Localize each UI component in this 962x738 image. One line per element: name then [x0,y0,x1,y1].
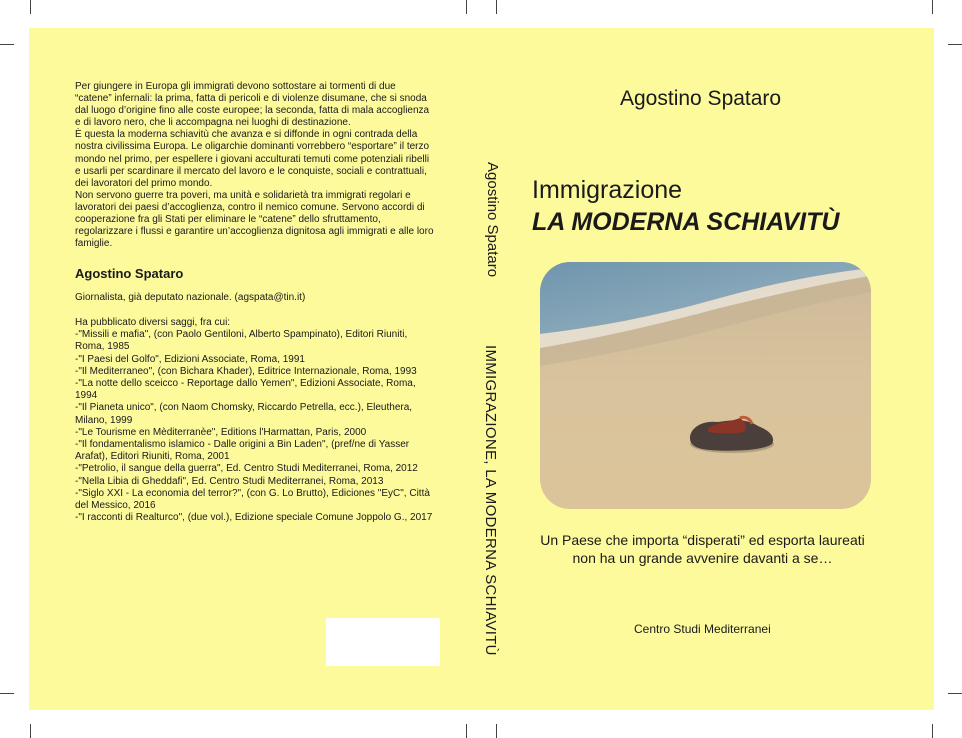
crop-mark [466,0,467,14]
tagline-line: Un Paese che importa “disperati” ed esporta laureati [540,532,865,548]
publication-item: -"I racconti di Realturco", (due vol.), Edizione speciale Comune Joppolo G., 2017 [75,512,433,524]
author-bio: Giornalista, già deputato nazionale. (agspata@tin.it) [75,292,306,303]
publication-item: -"Il fondamentalismo islamico - Dalle origini a Bin Laden", (pref/ne di Yasser Arafat), Editori Riuniti, Roma, 2001 [75,439,410,463]
tagline-line: non ha un grande avvenire davanti a se… [572,550,833,566]
blurb-paragraph: È questa la moderna schiavitù che avanza e si diffonde in ogni contrada della nostra civilissima Europa. Le oligarchie dominanti vorrebbero “esportare” il terzo mondo nel primo, per espellere i giovani acculturati temuti come potenziali ribelli e usarli per scardinare il mercato del lavoro e le conquiste, sociali e contrattuali, dei lavoratori del primo mondo. [75,129,430,189]
crop-mark [0,44,14,45]
publication-item: -"Petrolio, il sangue della guerra", Ed. Centro Studi Mediterranei, Roma, 2012 [75,463,418,475]
crop-mark [0,693,14,694]
tagline [530,531,875,567]
back-cover-blurb [75,81,435,250]
publication-item: -"Missili e mafia", (con Paolo Gentiloni, Alberto Spampinato), Editori Riuniti, Roma, 1985 [75,329,408,353]
crop-mark [30,724,31,738]
crop-mark [932,0,933,14]
publication-item: -"Nella Libia di Gheddafi", Ed. Centro Studi Mediterranei, Roma, 2013 [75,475,384,487]
back-author-heading: Agostino Spataro [75,266,184,281]
publications-list [75,317,437,524]
crop-mark [932,724,933,738]
spine-author: Agostino Spataro [484,162,501,278]
crop-mark [496,0,497,14]
publication-item: -"Le Tourisme en Mèditerranèe", Editions l'Harmattan, Paris, 2000 [75,426,367,438]
publication-item: -"La notte dello sceicco - Reportage dallo Yemen", Edizioni Associate, Roma, 1994 [75,378,416,402]
publications-intro: Ha pubblicato diversi saggi, fra cui: [75,317,231,328]
barcode-area [326,618,440,666]
crop-mark [948,44,962,45]
front-subtitle: LA MODERNA SCHIAVITÙ [532,208,840,236]
publication-item: -"I Paesi del Golfo", Edizioni Associate, Roma, 1991 [75,353,305,365]
crop-mark [496,724,497,738]
spine-title: IMMIGRAZIONE, LA MODERNA SCHIAVITÙ [482,345,499,656]
front-author: Agostino Spataro [620,87,782,110]
publication-item: -"Il Pianeta unico", (con Naom Chomsky, Riccardo Petrella, ecc.), Eleuthera, Milano, 1999 [75,402,413,426]
crop-mark [466,724,467,738]
publication-item: -"Il Mediterraneo", (con Bichara Khader), Editrice Internazionale, Roma, 1993 [75,365,417,377]
beach-shoe-photo [540,262,871,509]
crop-mark [948,693,962,694]
blurb-paragraph: Per giungere in Europa gli immigrati devono sottostare ai tormenti di due “catene” infernali: la prima, fatta di pericoli e di violenze disumane, che si snoda dal luogo d’origine fino alle coste europee; la seconda, fatta di mala accoglienza e di lavoro nero, che li accompagna nei luoghi di destinazione. [75,81,430,129]
blurb-paragraph: Non servono guerre tra poveri, ma unità e solidarietà tra immigrati regolari e lavoratori dei paesi d’accoglienza, contro il nemico comune. Servono accordi di cooperazione fra gli Stati per eliminare le “catene” dello sfruttamento, regolarizzare i flussi e garantire un’accoglienza dignitosa agli immigrati e alle loro famiglie. [75,189,434,250]
publication-item: -"Siglo XXI - La economia del terror?", (con G. Lo Brutto), Ediciones "EyC", Città del Messico, 2016 [75,487,430,512]
crop-mark [30,0,31,14]
publisher-name: Centro Studi Mediterranei [634,622,771,636]
front-title: Immigrazione [532,176,683,204]
